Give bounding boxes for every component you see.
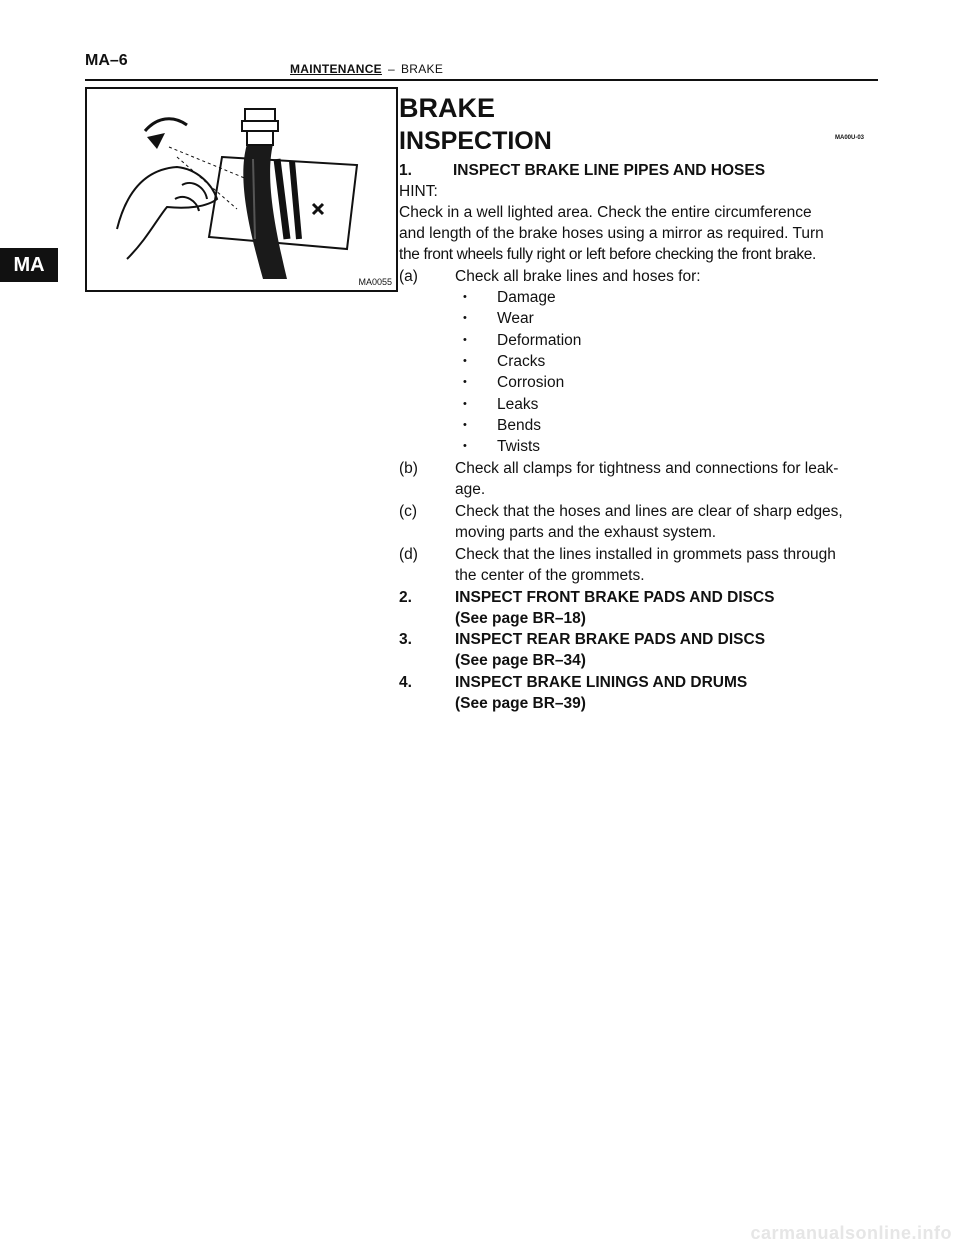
page-number: MA–6 [85, 52, 128, 69]
step-4-number: 4. [399, 674, 412, 691]
substep-b-line: Check all clamps for tightness and connections for leak- [455, 460, 839, 477]
bullet-dot-icon: • [463, 418, 467, 431]
checklist-item: Wear [497, 310, 534, 328]
step-2-heading: INSPECT FRONT BRAKE PADS AND DISCS [455, 589, 775, 606]
checklist-item: Damage [497, 289, 556, 306]
checklist-item: Twists [497, 438, 541, 456]
header-rule [85, 79, 878, 81]
bullet-dot-icon: • [463, 376, 467, 389]
hint-line: Check in a well lighted area. Check the entire circumference [399, 204, 812, 221]
bullet-dot-icon: • [463, 312, 467, 325]
checklist-item: Corrosion [497, 374, 565, 392]
page-title: BRAKE [399, 93, 496, 123]
substep-a-text: Check all brake lines and hoses for: [455, 268, 701, 285]
step-heading-text: INSPECT BRAKE LINE PIPES AND HOSES [453, 162, 766, 179]
step-3-heading: INSPECT REAR BRAKE PADS AND DISCS [455, 631, 766, 648]
subsection-name: BRAKE [400, 62, 444, 76]
step-3-number: 3. [399, 631, 412, 648]
step-4-heading: INSPECT BRAKE LININGS AND DRUMS [455, 674, 748, 691]
substep-b-label: (b) [399, 460, 418, 477]
step-2-number: 2. [399, 589, 412, 606]
substep-a-label: (a) [399, 268, 418, 285]
step-4-reference: (See page BR–39) [455, 695, 586, 712]
step-1-heading [399, 160, 766, 181]
bullet-dot-icon: • [463, 440, 467, 453]
section-separator: – [387, 62, 395, 76]
bullet-dot-icon: • [463, 397, 467, 410]
hint-label: HINT: [399, 183, 438, 200]
section-header [290, 62, 443, 76]
page-subtitle: INSPECTION [399, 127, 552, 155]
step-3-reference: (See page BR–34) [455, 652, 586, 669]
checklist-item: Leaks [497, 395, 539, 413]
hint-line: and length of the brake hoses using a mirror as required. Turn [399, 225, 824, 242]
bullet-dot-icon: • [463, 291, 467, 303]
footer-watermark: carmanualsonline.info [750, 1223, 952, 1243]
step-2-reference: (See page BR–18) [455, 610, 586, 627]
brake-hose-illustration [85, 87, 398, 292]
checklist-item: Bends [497, 416, 541, 434]
document-code: MA00U-03 [835, 135, 865, 141]
hose-inspection-drawing [87, 89, 396, 290]
substep-c-line: moving parts and the exhaust system. [455, 524, 717, 541]
substep-c-line: Check that the hoses and lines are clear of sharp edges, [455, 503, 843, 520]
substep-b-line: age. [455, 481, 486, 498]
section-name: MAINTENANCE [290, 62, 382, 76]
checklist-item: Deformation [497, 331, 582, 349]
bullet-dot-icon: • [463, 333, 467, 346]
figure-code: MA0055 [358, 277, 392, 287]
substep-d-label: (d) [399, 546, 418, 563]
step-number: 1. [399, 162, 412, 179]
substep-c-label: (c) [399, 503, 418, 520]
substep-d-line: the center of the grommets. [455, 567, 645, 584]
checklist-item: Cracks [497, 352, 546, 370]
bullet-dot-icon: • [463, 354, 467, 367]
substep-d-line: Check that the lines installed in grommets pass through [455, 546, 836, 563]
hint-line: the front wheels fully right or left before checking the front brake. [399, 246, 816, 263]
section-tab: MA [0, 248, 58, 282]
